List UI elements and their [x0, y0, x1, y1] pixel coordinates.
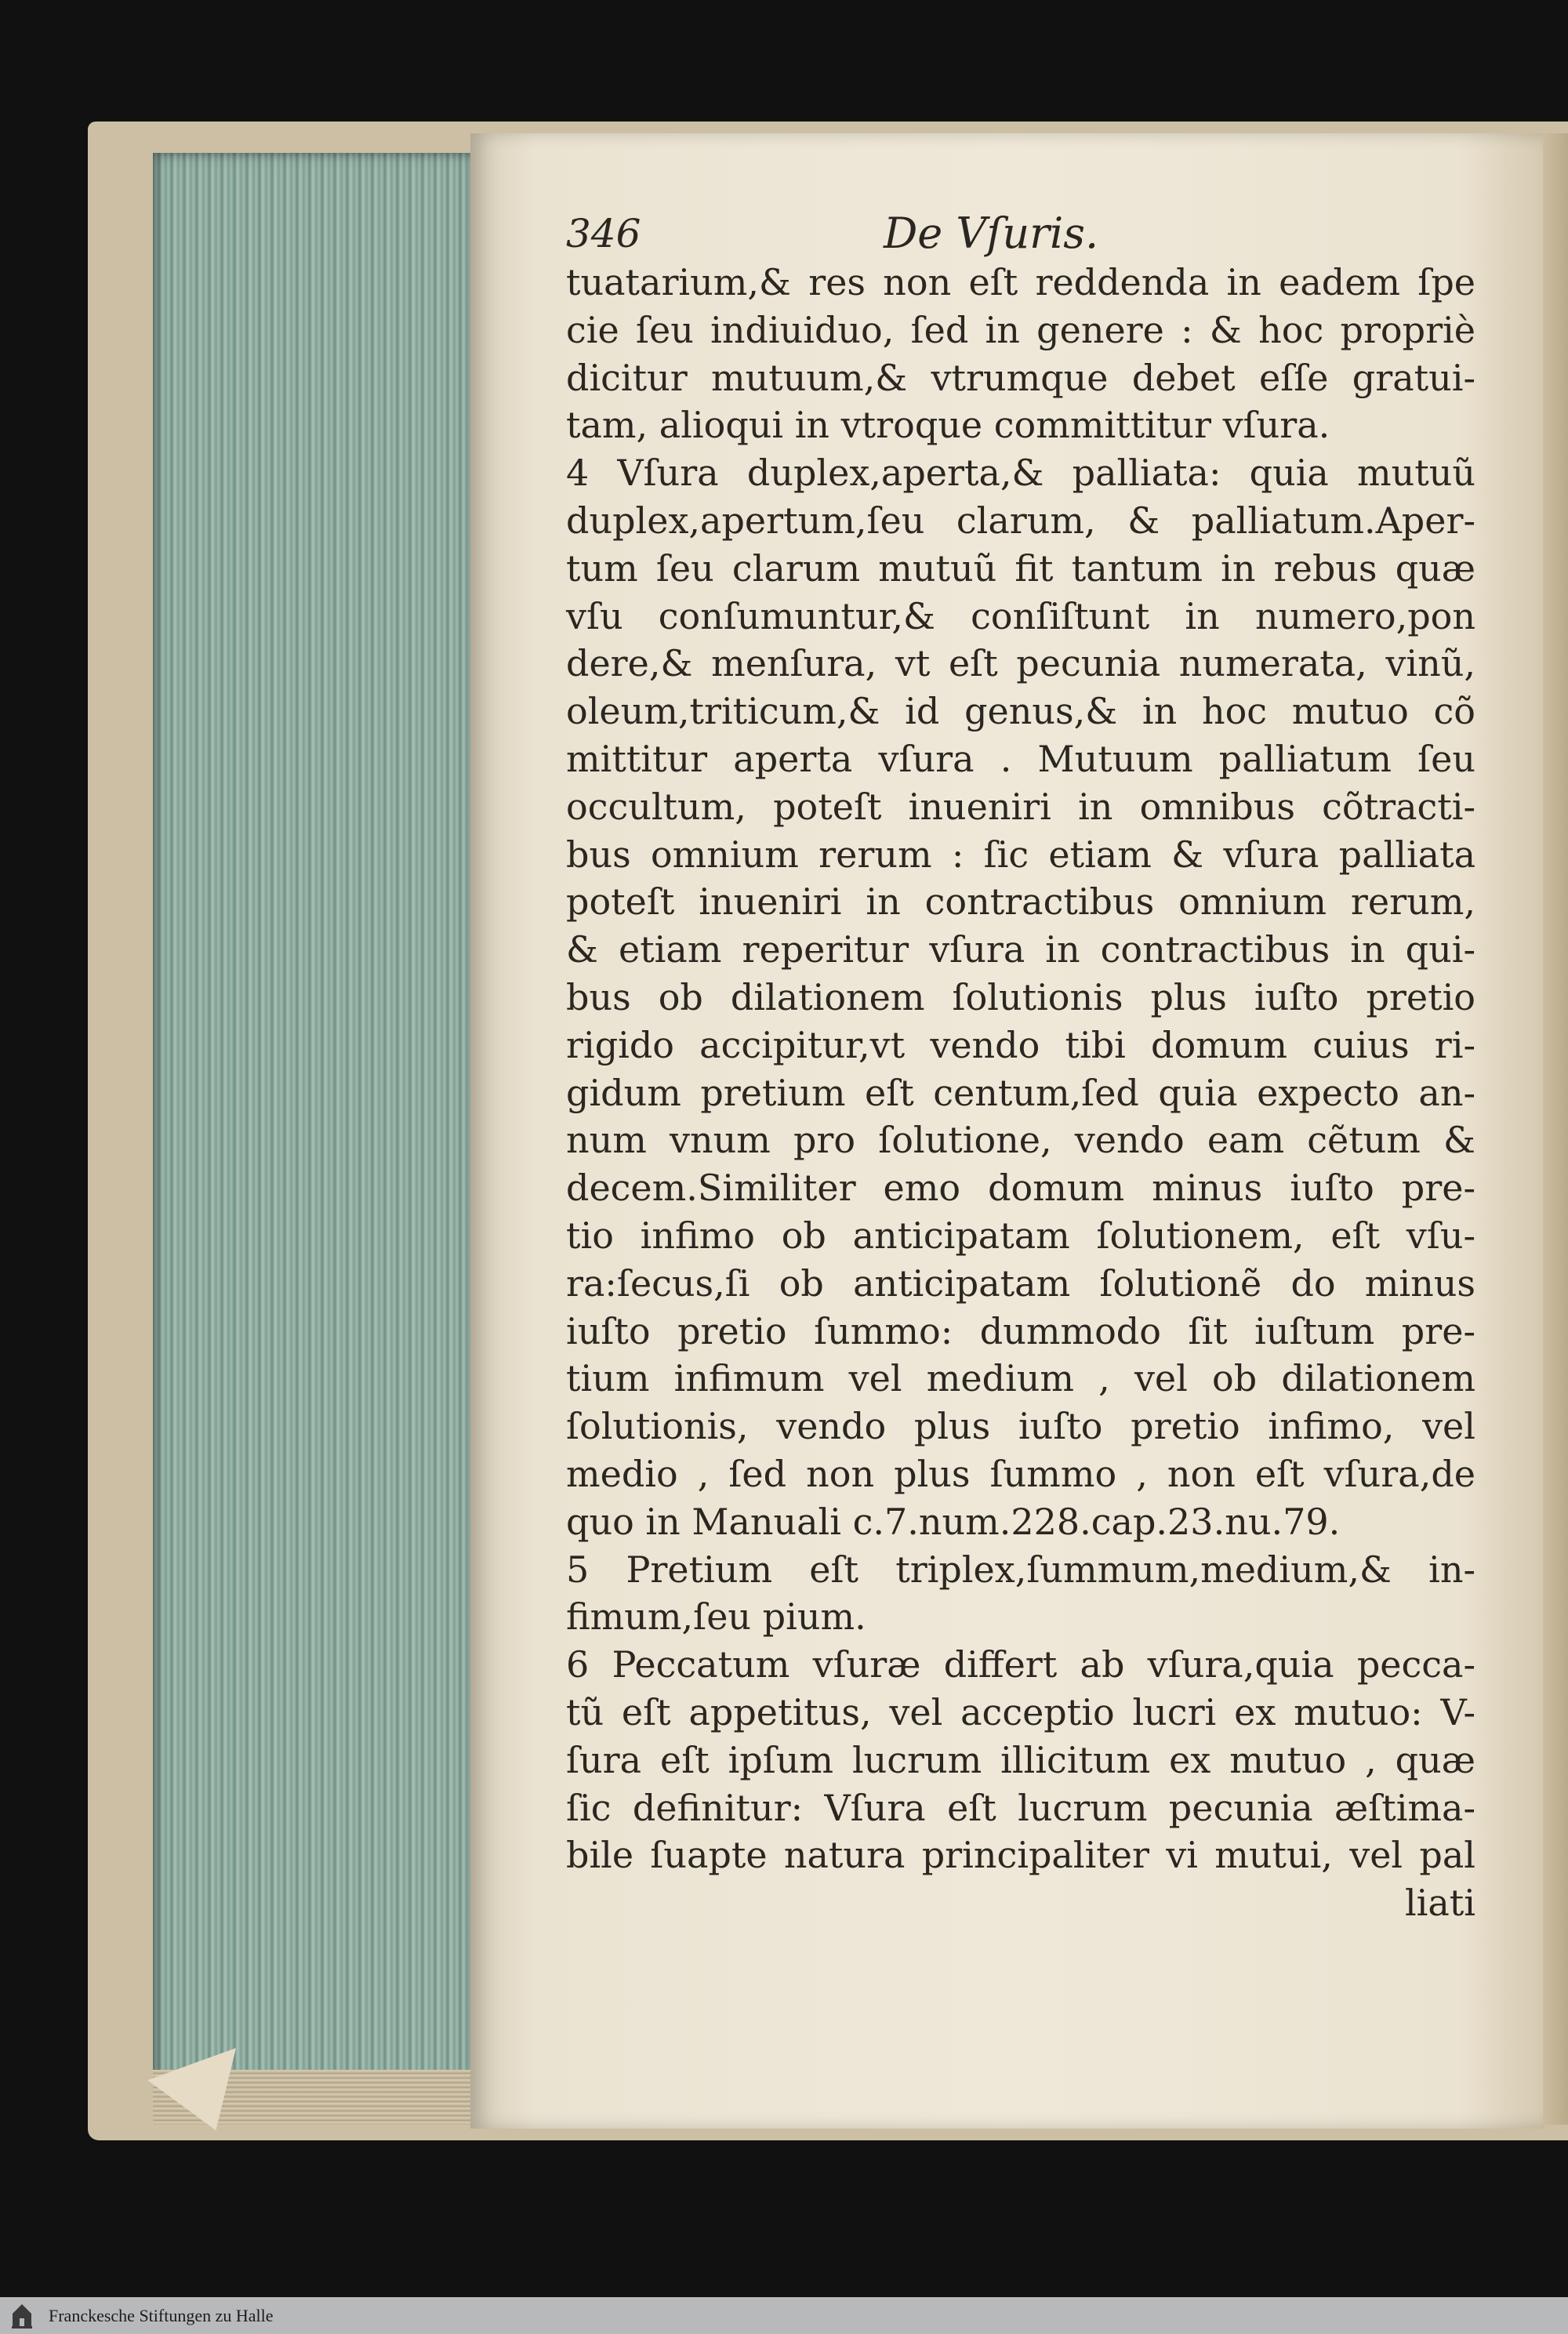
text-line: vſu conſumuntur,& conſiſtunt in numero,pon [566, 594, 1475, 637]
page-header [566, 210, 1475, 259]
text-line: bus omnium rerum : ſic etiam & vſura palliata [566, 833, 1475, 876]
text-line: medio , ſed non plus ſummo , non eſt vſura,de [566, 1452, 1475, 1495]
text-line: poteſt inueniri in contractibus omnium rerum, [566, 880, 1475, 924]
text-line: num vnum pro ſolutione, vendo eam cẽtum & [566, 1119, 1475, 1162]
page-number: 346 [566, 211, 641, 256]
text-line: ſura eſt ipſum lucrum illicitum ex mutuo , quæ [566, 1738, 1475, 1781]
text-line: mittitur aperta vſura . Mutuum palliatum ſeu [566, 737, 1475, 780]
facing-page-edge [1543, 133, 1568, 2125]
text-line: 6 Peccatum vſuræ differt ab vſura,quia pecca- [566, 1643, 1475, 1686]
text-line: bus ob dilationem ſolutionis plus iuſto pretio [566, 975, 1475, 1018]
text-line: dere,& menſura, vt eſt pecunia numerata, vinũ, [566, 642, 1475, 685]
text-line: 4 Vſura duplex,aperta,& palliata: quia mutuũ [566, 452, 1475, 495]
text-line: iuſto pretio ſummo: dummodo ſit iuſtum pre- [566, 1309, 1475, 1352]
text-line: occultum, poteſt inueniri in omnibus cõtracti- [566, 785, 1475, 828]
text-line: tũ eſt appetitus, vel acceptio lucri ex mutuo: V- [566, 1690, 1475, 1733]
text-line: ſolutionis, vendo plus iuſto pretio infimo, vel [566, 1405, 1475, 1448]
page-edges [153, 153, 482, 2121]
text-line: duplex,apertum,ſeu clarum, & palliatum.Aper- [566, 499, 1475, 542]
text-line: decem.Similiter emo domum minus iuſto pre- [566, 1167, 1475, 1210]
text-line: ſic definitur: Vſura eſt lucrum pecunia æſtima- [566, 1786, 1475, 1829]
text-line: tium infimum vel medium , vel ob dilationem [566, 1357, 1475, 1400]
text-line: tam, alioqui in vtroque committitur vſura. [566, 404, 1330, 447]
text-line: & etiam reperitur vſura in contractibus in qui- [566, 928, 1475, 971]
text-line: tum ſeu clarum mutuũ fit tantum in rebus quæ [566, 546, 1475, 590]
text-line: ra:ſecus,ſi ob anticipatam ſolutionẽ do minus [566, 1261, 1475, 1305]
text-line: rigido accipitur,vt vendo tibi domum cuius ri- [566, 1023, 1475, 1066]
catchword: liati [1404, 1882, 1475, 1925]
institution-logo-icon [6, 2300, 38, 2332]
text-line: bile ſuapte natura principaliter vi mutui, vel pal [566, 1834, 1475, 1877]
text-line: fimum,ſeu pium. [566, 1595, 866, 1639]
text-line: gidum pretium eſt centum,ſed quia expecto an- [566, 1071, 1475, 1114]
text-line: oleum,triticum,& id genus,& in hoc mutuo cõ [566, 690, 1475, 733]
text-line: tio infimo ob anticipatam ſolutionem, eſt vſu- [566, 1214, 1475, 1257]
text-line: quo in Manuali c.7.num.228.cap.23.nu.79. [566, 1500, 1341, 1543]
text-line: tuatarium,& res non eſt reddenda in eadem ſpe [566, 261, 1475, 303]
text-lines [566, 259, 1475, 1927]
page-text [566, 210, 1475, 1927]
footer-bar [0, 2297, 1568, 2334]
institution-name: Franckesche Stiftungen zu Halle [49, 2305, 274, 2325]
text-line: dicitur mutuum,& vtrumque debet eſſe gratui- [566, 356, 1475, 399]
running-title: De Vſuris. [884, 209, 1099, 258]
text-line: 5 Pretium eſt triplex,ſummum,medium,& in- [566, 1548, 1475, 1591]
text-line: cie ſeu indiuiduo, ſed in genere : & hoc propriè [566, 308, 1475, 351]
